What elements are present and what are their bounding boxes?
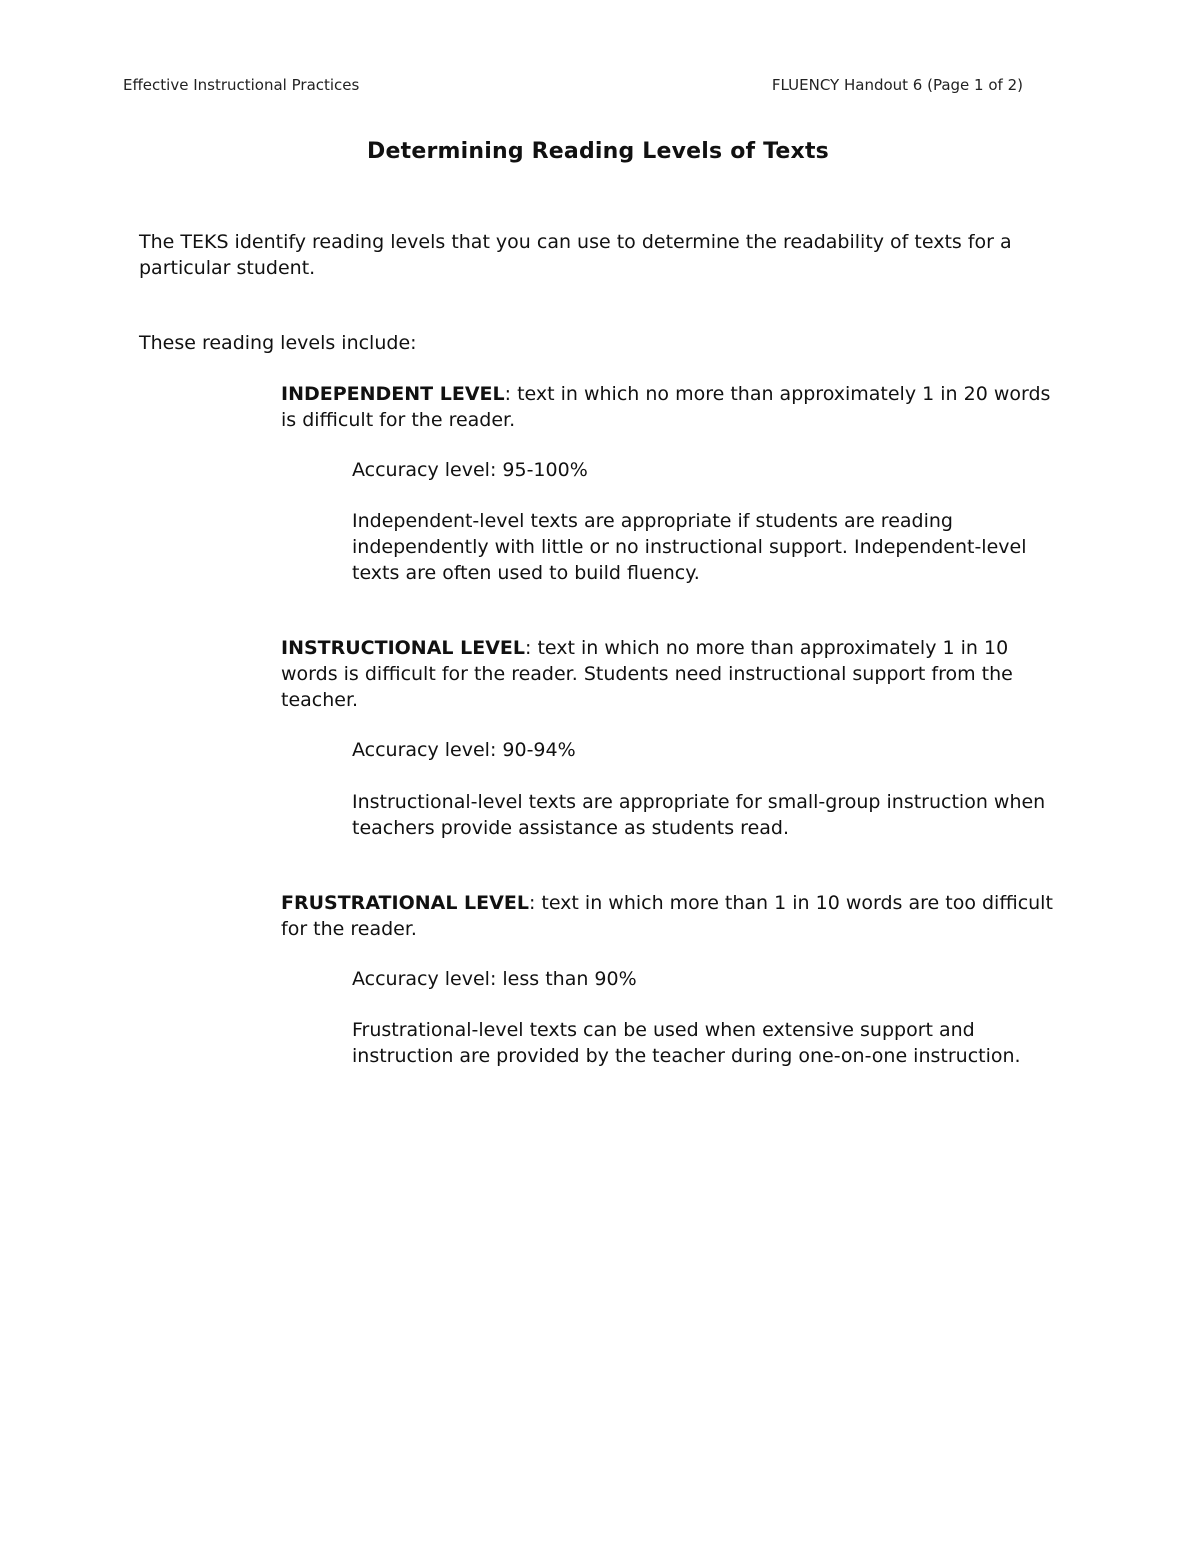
header-course-title: Effective Instructional Practices: [123, 76, 360, 94]
instructional-accuracy: Accuracy level: 90-94%: [352, 739, 576, 761]
independent-level-definition: [281, 381, 1061, 433]
independent-note: [352, 508, 1072, 586]
note-line: texts are often used to build fluency.: [352, 562, 700, 584]
level-label: INSTRUCTIONAL LEVEL: [281, 637, 526, 659]
frustrational-note: [352, 1017, 1072, 1069]
intro-paragraph: [139, 229, 1039, 281]
level-label: INDEPENDENT LEVEL: [281, 383, 505, 405]
instructional-level-definition: [281, 635, 1061, 713]
note-line: instruction are provided by the teacher during one-on-one instruction.: [352, 1045, 1021, 1067]
note-line: teachers provide assistance as students read.: [352, 817, 790, 839]
independent-accuracy: Accuracy level: 95-100%: [352, 459, 588, 481]
definition-line: [281, 635, 1061, 661]
level-label: FRUSTRATIONAL LEVEL: [281, 892, 529, 914]
definition-line: teacher.: [281, 689, 359, 711]
definition-text: : text in which no more than approximately 1 in 20 words: [504, 383, 1051, 405]
instructional-note: [352, 789, 1072, 841]
definition-line: is difficult for the reader.: [281, 409, 516, 431]
intro-line: The TEKS identify reading levels that you can use to determine the readability of texts for a: [139, 231, 1012, 253]
levels-intro-line: These reading levels include:: [139, 332, 417, 354]
frustrational-level-definition: [281, 890, 1061, 942]
page-title: Determining Reading Levels of Texts: [367, 139, 829, 164]
frustrational-accuracy: Accuracy level: less than 90%: [352, 968, 637, 990]
intro-line: particular student.: [139, 257, 316, 279]
definition-text: : text in which no more than approximately 1 in 10: [525, 637, 1009, 659]
note-line: Frustrational-level texts can be used when extensive support and: [352, 1019, 975, 1041]
note-line: Independent-level texts are appropriate if students are reading: [352, 510, 953, 532]
definition-line: words is difficult for the reader. Students need instructional support from the: [281, 663, 1013, 685]
definition-line: for the reader.: [281, 918, 417, 940]
definition-text: : text in which more than 1 in 10 words are too difficult: [528, 892, 1053, 914]
note-line: Instructional-level texts are appropriate for small-group instruction when: [352, 791, 1046, 813]
definition-line: [281, 890, 1061, 916]
definition-line: [281, 381, 1061, 407]
note-line: independently with little or no instructional support. Independent-level: [352, 536, 1027, 558]
header-handout-label: FLUENCY Handout 6 (Page 1 of 2): [771, 76, 1023, 94]
